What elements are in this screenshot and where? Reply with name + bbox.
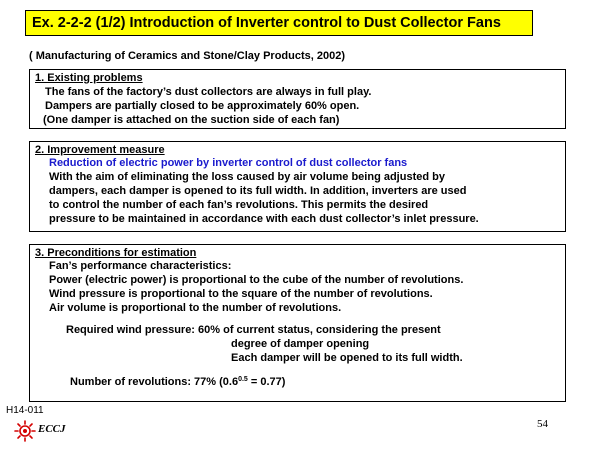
- existing-problems-box: [29, 69, 566, 129]
- document-code: H14-011: [6, 405, 44, 416]
- improvement-highlight: Reduction of electric power by inverter control of dust collector fans: [49, 157, 408, 169]
- slide-subtitle: ( Manufacturing of Ceramics and Stone/Clay Products, 2002): [29, 50, 346, 62]
- problem-line: The fans of the factory’s dust collectors are always in full play.: [45, 86, 372, 98]
- slide-title: Ex. 2-2-2 (1/2) Introduction of Inverter control to Dust Collector Fans: [25, 10, 533, 36]
- existing-problems-heading: 1. Existing problems: [35, 72, 143, 84]
- problem-line: Dampers are partially closed to be approximately 60% open.: [45, 100, 360, 112]
- eccj-logo-text: ECCJ: [38, 423, 66, 435]
- problem-line: (One damper is attached on the suction side of each fan): [43, 114, 340, 126]
- measure-line: With the aim of eliminating the loss caused by air volume being adjusted by: [49, 171, 445, 183]
- precondition-line: Wind pressure is proportional to the square of the number of revolutions.: [49, 288, 433, 300]
- required-wind-pressure-line3: Each damper will be opened to its full width.: [231, 352, 463, 364]
- revolutions-prefix: Number of revolutions: 77% (0.6: [70, 376, 239, 388]
- precondition-line: Fan’s performance characteristics:: [49, 260, 232, 272]
- improvement-measure-box: [29, 141, 566, 232]
- precondition-line: Air volume is proportional to the number of revolutions.: [49, 302, 342, 314]
- required-wind-pressure: Required wind pressure: 60% of current status, considering the present: [66, 324, 441, 336]
- preconditions-heading: 3. Preconditions for estimation: [35, 247, 197, 259]
- measure-line: dampers, each damper is opened to its full width. In addition, inverters are used: [49, 185, 467, 197]
- measure-line: to control the number of each fan’s revolutions. This permits the desired: [49, 199, 429, 211]
- page-number: 54: [537, 418, 548, 430]
- preconditions-box: [29, 244, 566, 402]
- revolutions-exponent: 0.5: [238, 376, 248, 383]
- number-of-revolutions: [70, 375, 285, 392]
- required-wind-pressure-line2: degree of damper opening: [231, 338, 370, 350]
- improvement-measure-heading: 2. Improvement measure: [35, 144, 165, 156]
- revolutions-suffix: = 0.77): [247, 376, 286, 388]
- measure-line: pressure to be maintained in accordance with each dust collector’s inlet pressure.: [49, 213, 479, 225]
- precondition-line: Power (electric power) is proportional to the cube of the number of revolutions.: [49, 274, 464, 286]
